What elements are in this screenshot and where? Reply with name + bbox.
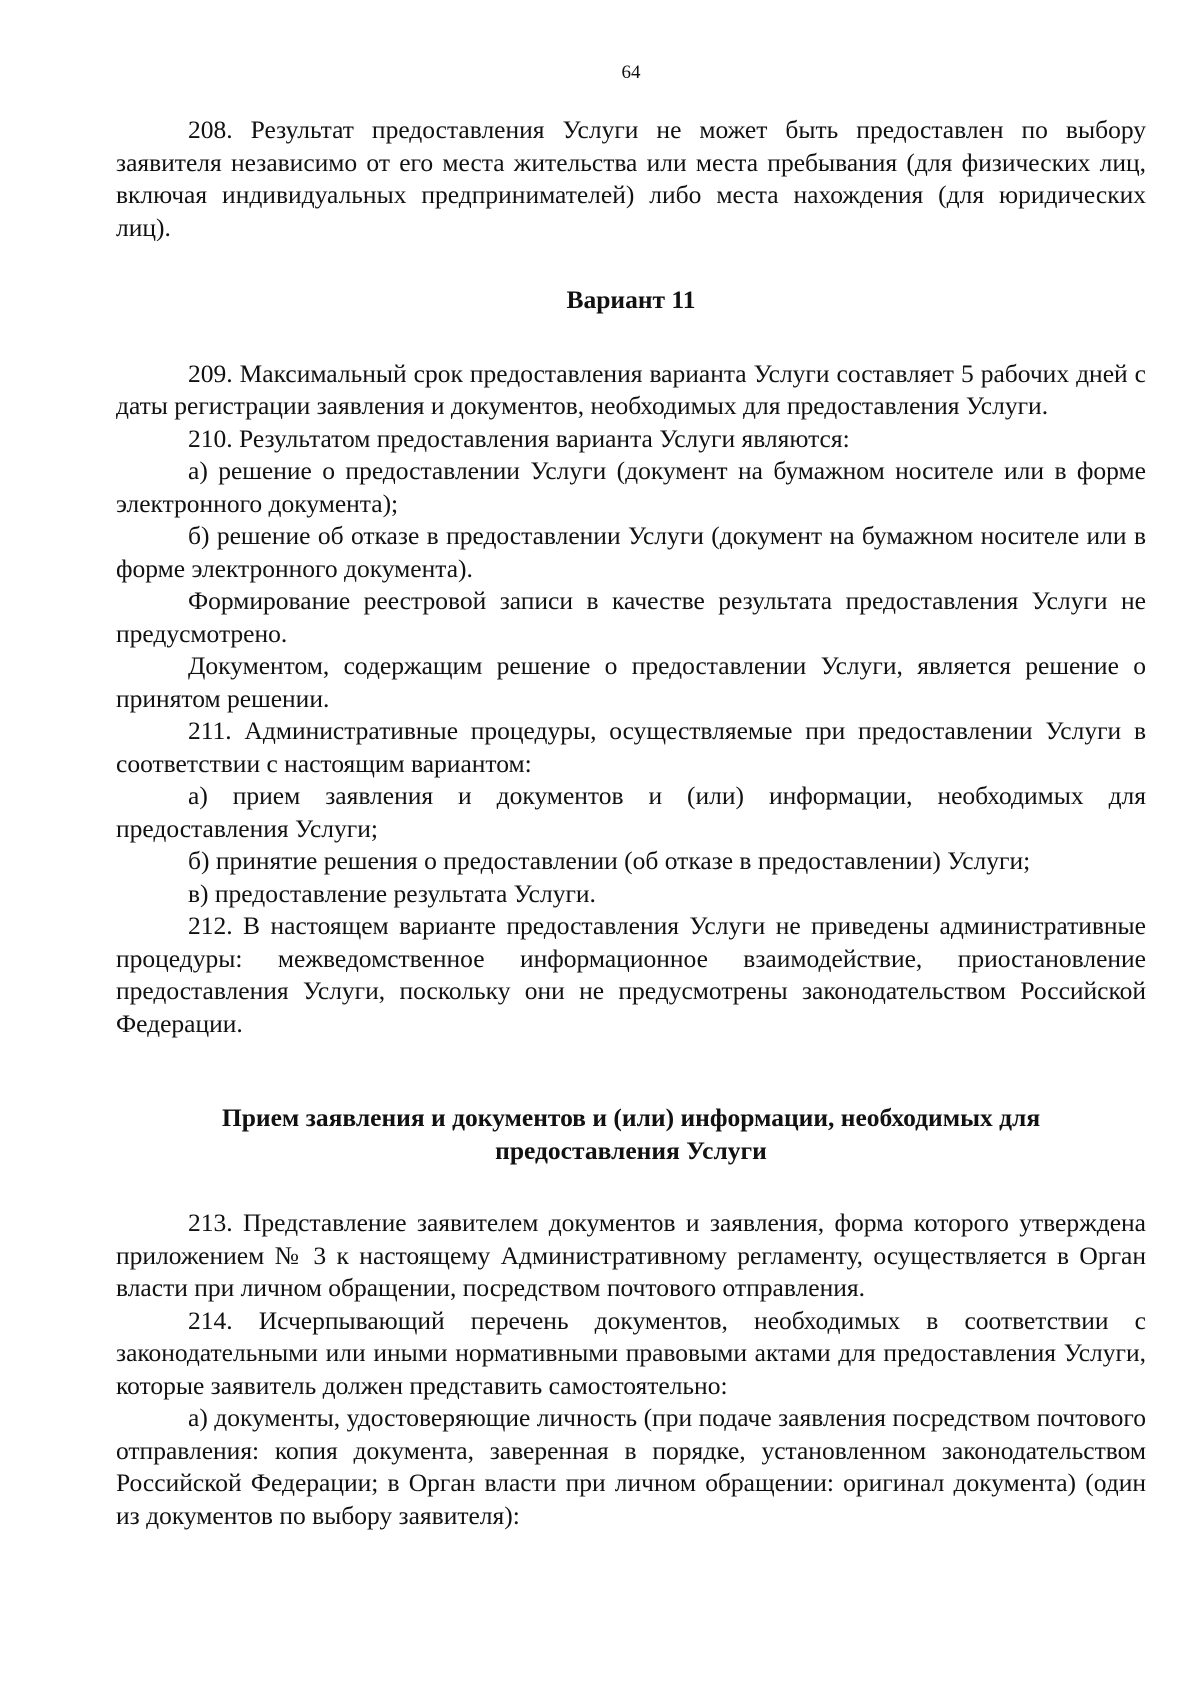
paragraph-210-a: а) решение о предоставлении Услуги (документ на бумажном носителе или в форме электронного документа);	[116, 456, 1146, 518]
heading-variant-11: Вариант 11	[566, 285, 696, 314]
paragraph-214-a: а) документы, удостоверяющие личность (при подаче заявления посредством почтового отправления: копия документа, заверенная в порядке, установленном законодательством Российской Федерации; в Орган власти при личном обращении: оригинал документа) (один из документов по выбору заявителя):	[116, 1403, 1146, 1530]
paragraph-211-b: б) принятие решения о предоставлении (об отказе в предоставлении) Услуги;	[188, 846, 1031, 875]
paragraph-211-a: а) прием заявления и документов и (или) информации, необходимых для предоставления Услуги;	[116, 781, 1146, 843]
paragraph-214: 214. Исчерпывающий перечень документов, необходимых в соответствии с законодательными или иными нормативными правовыми актами для предоставления Услуги, которые заявитель должен представить самостоятельно:	[116, 1305, 1146, 1400]
heading-line-1: Прием заявления и документов и (или) информации, необходимых для	[221, 1103, 1041, 1132]
paragraph-209: 209. Максимальный срок предоставления варианта Услуги составляет 5 рабочих дней с даты регистрации заявления и документов, необходимых для предоставления Услуги.	[116, 358, 1146, 420]
heading-application-intake	[116, 1102, 1146, 1167]
document-page	[116, 58, 1146, 1532]
paragraph-208: 208. Результат предоставления Услуги не может быть предоставлен по выбору заявителя независимо от его места жительства или места пребывания (для физических лиц, включая индивидуальных предпринимателей) либо места нахождения (для юридических лиц).	[116, 115, 1146, 242]
paragraph-decision-document: Документом, содержащим решение о предоставлении Услуги, является решение о принятом решении.	[116, 651, 1146, 713]
paragraph-registry-record: Формирование реестровой записи в качестве результата предоставления Услуги не предусмотрено.	[116, 586, 1146, 648]
page-number: 64	[621, 62, 641, 83]
paragraph-211-c: в) предоставление результата Услуги.	[188, 878, 596, 908]
heading-line-2: предоставления Услуги	[495, 1135, 767, 1165]
paragraph-210: 210. Результатом предоставления варианта Услуги являются:	[188, 423, 850, 453]
paragraph-210-b: б) решение об отказе в предоставлении Услуги (документ на бумажном носителе или в форме электронного документа).	[116, 521, 1146, 583]
paragraph-213: 213. Представление заявителем документов и заявления, форма которого утверждена приложением № 3 к настоящему Административному регламенту, осуществляется в Орган власти при личном обращении, посредством почтового отправления.	[116, 1208, 1146, 1302]
paragraph-211: 211. Административные процедуры, осуществляемые при предоставлении Услуги в соответствии с настоящим вариантом:	[116, 716, 1146, 778]
paragraph-212: 212. В настоящем варианте предоставления Услуги не приведены административные процедуры: межведомственное информационное взаимодействие, приостановление предоставления Услуги, поскольку они не предусмотрены законодательством Российской Федерации.	[116, 911, 1146, 1038]
